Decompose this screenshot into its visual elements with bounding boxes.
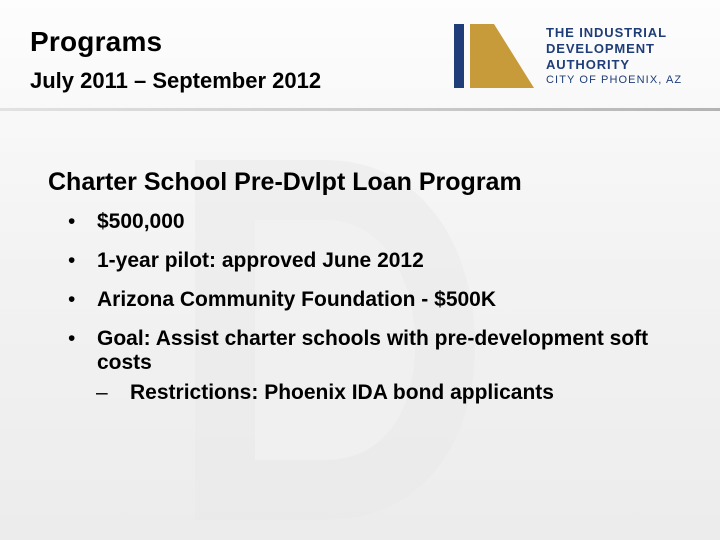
bullet-text: Goal: Assist charter schools with pre-development soft costs xyxy=(97,327,649,374)
bullet-glyph: • xyxy=(68,210,76,233)
bullet-text: 1-year pilot: approved June 2012 xyxy=(97,249,424,272)
list-item xyxy=(66,210,686,234)
logo-text xyxy=(546,25,682,88)
header-divider xyxy=(0,108,720,111)
bullet-list xyxy=(66,210,686,405)
sub-list-item xyxy=(66,381,686,405)
page-subtitle: July 2011 – September 2012 xyxy=(30,68,322,93)
section-heading: Charter School Pre-Dvlpt Loan Program xyxy=(48,168,522,196)
bullet-glyph: • xyxy=(68,288,76,311)
logo-line-1: THE INDUSTRIAL xyxy=(546,25,667,40)
sub-bullet-text: Restrictions: Phoenix IDA bond applicants xyxy=(130,381,554,404)
page-title: Programs xyxy=(30,26,163,57)
bullet-glyph: • xyxy=(68,249,76,272)
bullet-text: $500,000 xyxy=(97,210,185,233)
list-item xyxy=(66,327,686,375)
sub-bullet-glyph: – xyxy=(96,381,108,404)
bullet-glyph: • xyxy=(68,327,76,350)
ida-logo xyxy=(454,22,704,92)
logo-line-4: CITY OF PHOENIX, AZ xyxy=(546,74,683,86)
logo-line-2: DEVELOPMENT xyxy=(546,41,655,56)
ida-logo-mark-icon xyxy=(454,22,538,90)
bullet-text: Arizona Community Foundation - $500K xyxy=(97,288,497,311)
logo-line-3: AUTHORITY xyxy=(546,57,630,72)
list-item xyxy=(66,249,686,273)
list-item xyxy=(66,288,686,312)
